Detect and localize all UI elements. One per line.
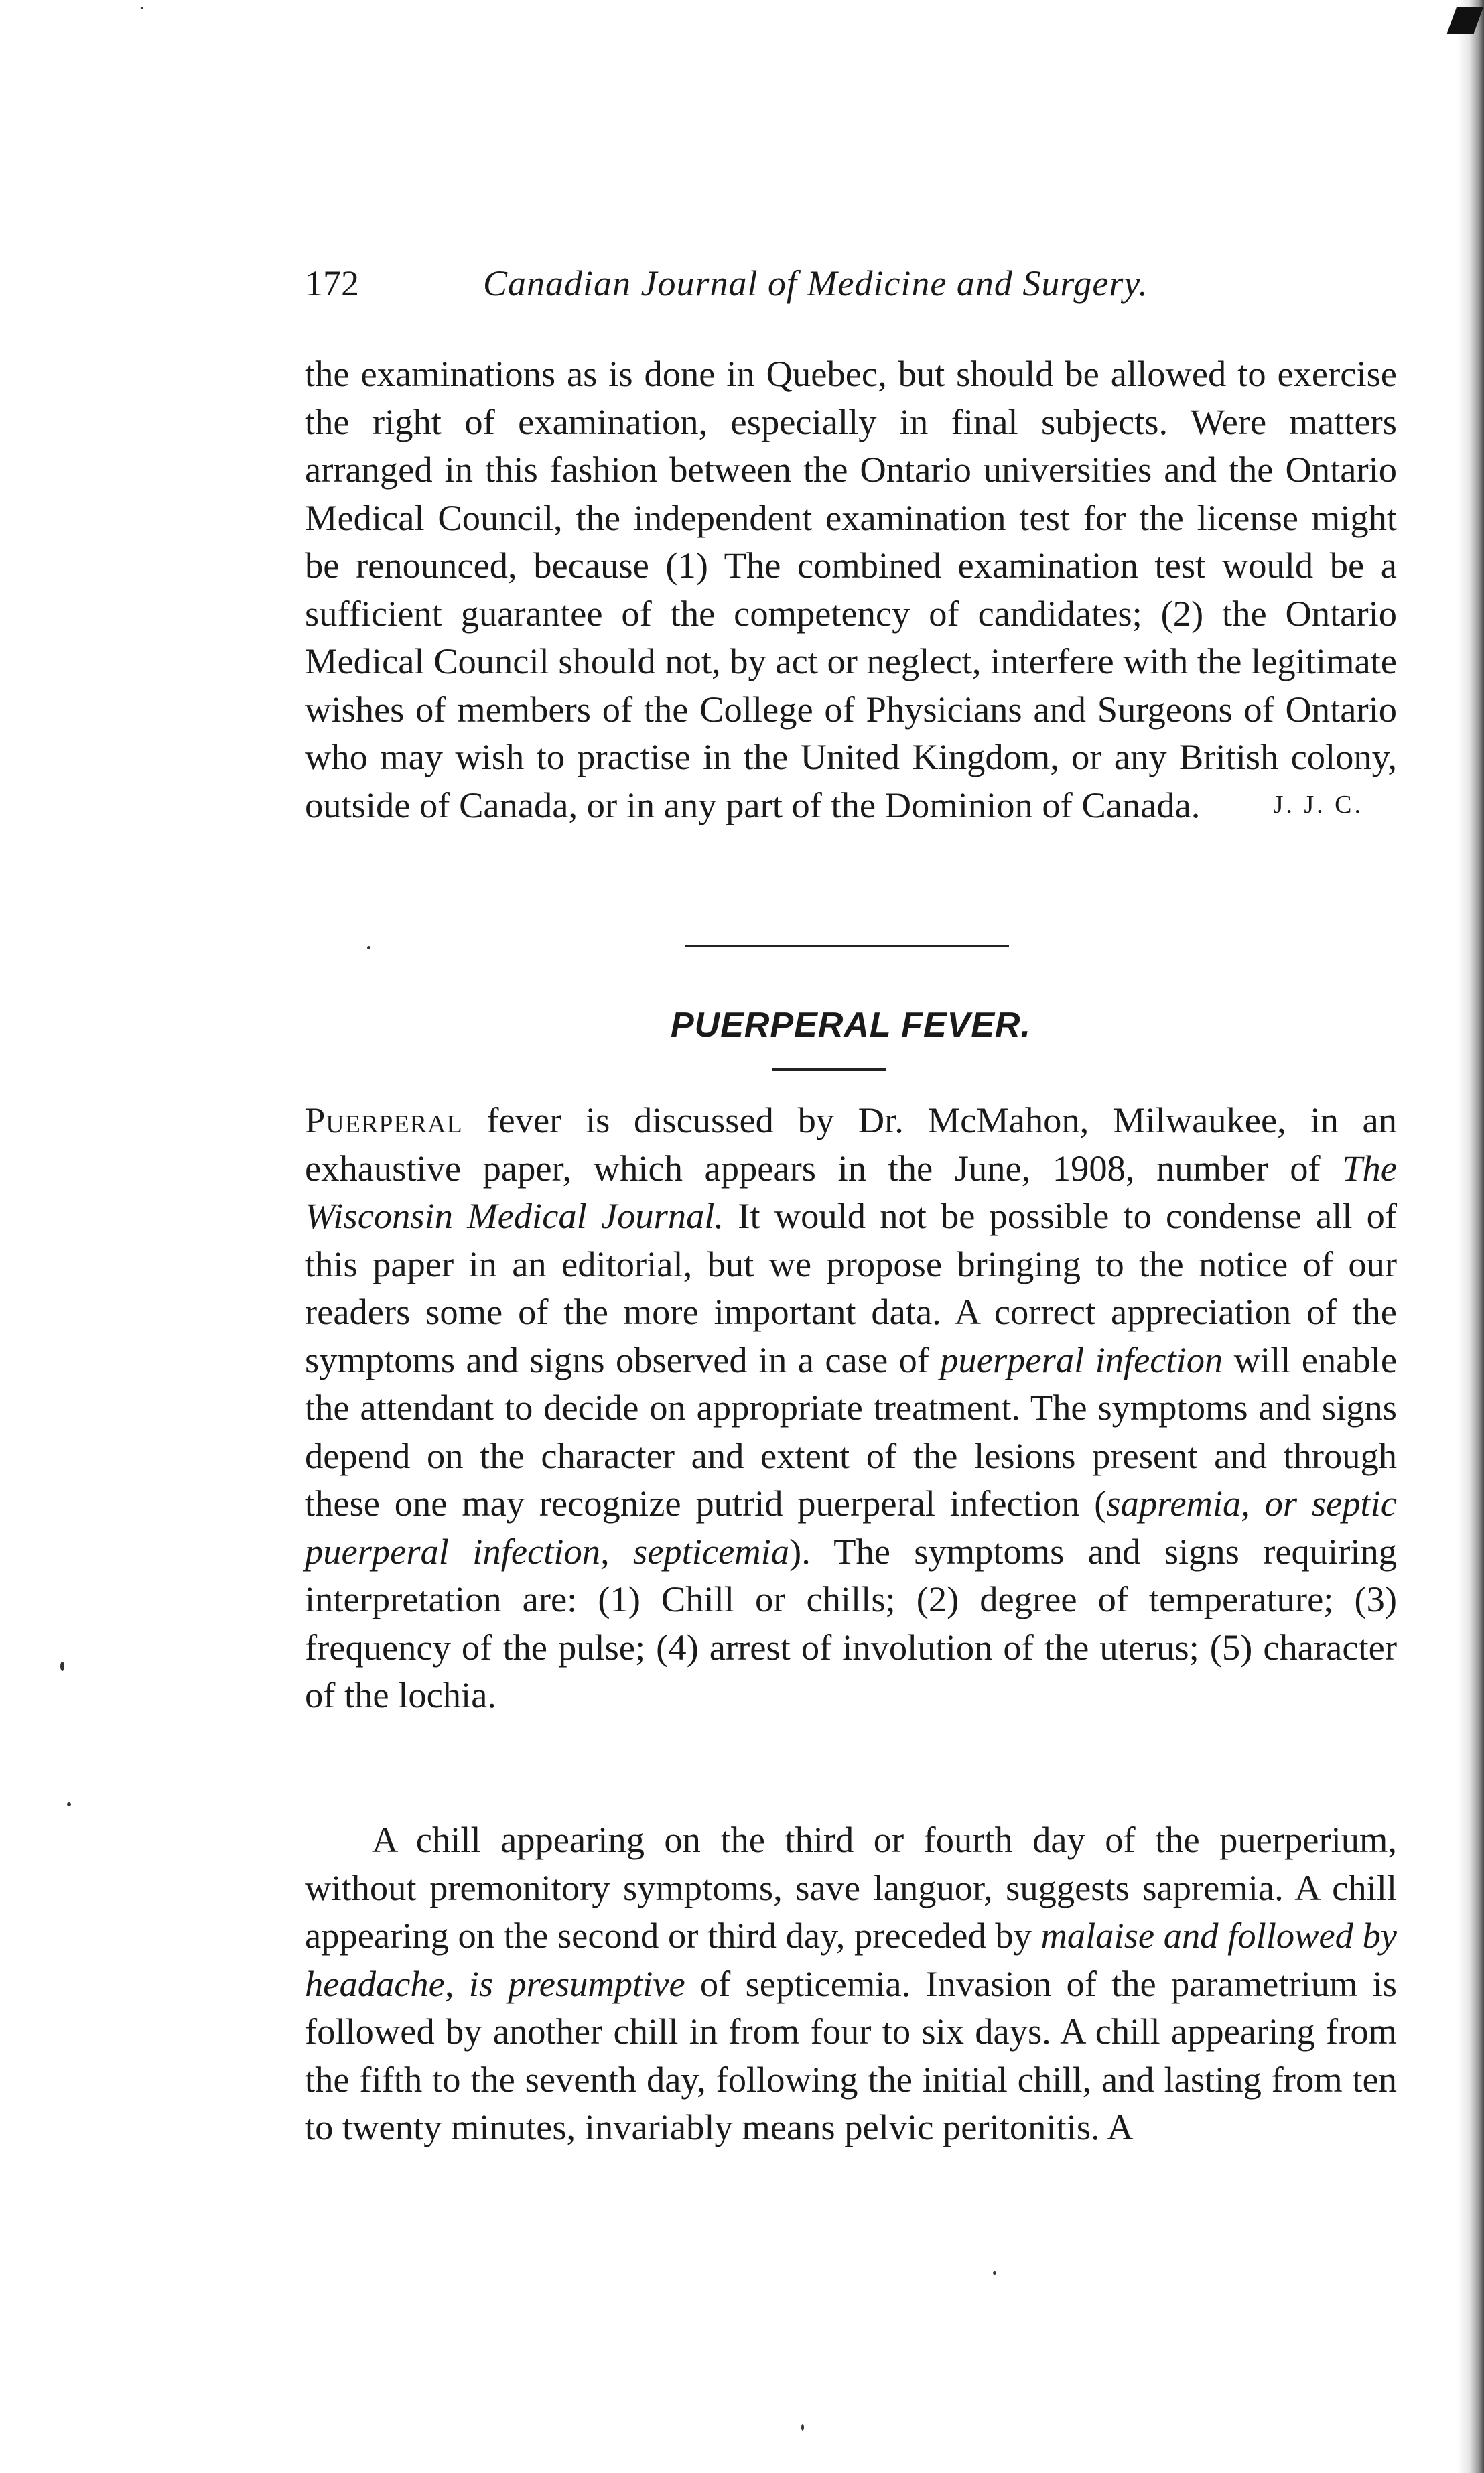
italic-term: puerperal infection — [940, 1339, 1223, 1380]
paragraph-text: fever is discussed by Dr. McMahon, Milwaukee, in an exhaustive paper, which appears in the June, 1908, number of — [305, 1099, 1397, 1189]
previous-article-conclusion — [305, 350, 1397, 829]
paragraph-text: A chill appearing on the third or fourth day of the puerperium, without premonitory symptoms, save languor, suggests sapremia. A chill appearing on the second or third day, preceded by — [305, 1819, 1397, 1956]
page-edge-shadow — [1457, 0, 1484, 2473]
paragraph-text: of septicemia. Invasion of the parametrium is followed by another chill in from four to six days. A chill appearing from the fifth to the seventh day, following the initial chill, and lasting from ten to twenty minutes, invariably means pelvic peritonitis. A — [305, 1962, 1397, 2147]
title-underline — [772, 1068, 886, 1071]
scan-speck — [801, 2424, 804, 2431]
previous-article-text: the examinations as is done in Quebec, but should be allowed to exercise the right of examination, especially in final subjects. Were matters arranged in this fashion between the Ontario universities and the Ontario Medical Council, the independent examination test for the license might be renounced, because (1) The combined examination test would be a sufficient guarantee of the competency of candidates; (2) the Ontario Medical Council should not, by act or neglect, interfere with the legitimate wishes of members of the College of Physicians and Surgeons of Ontario who may wish to practise in the United Kingdom, or any British colony, outside of Canada, or in any part of the Dominion of Canada. — [305, 353, 1397, 825]
author-signature: J. J. C. — [1273, 790, 1363, 819]
page-number: 172 — [305, 263, 359, 304]
previous-article-paragraph — [305, 350, 1397, 829]
scan-speck — [67, 1802, 71, 1806]
section-divider — [685, 945, 1009, 947]
italic-term: sapremia, or septic puerperal infection, septicemia — [305, 1483, 1397, 1572]
italic-term: malaise and followed by headache, is presumptive — [305, 1915, 1397, 2004]
article-paragraph-1 — [305, 1096, 1397, 1719]
paragraph-text: ). The symptoms and signs requiring interpretation are: (1) Chill or chills; (2) degree of temperature; (3) frequency of the pulse; (4) arrest of involution of the uterus; (5) character of the lochia. — [305, 1530, 1397, 1715]
scan-speck — [60, 1662, 64, 1671]
page-header — [305, 263, 1276, 323]
scan-speck — [367, 946, 370, 949]
running-title: Canadian Journal of Medicine and Surgery. — [483, 263, 1148, 304]
scan-speck — [141, 7, 143, 9]
paragraph-text: will enable the attendant to decide on appropriate treatment. The symptoms and signs depend on the character and extent of the lesions present and through these one may recognize putrid puerperal infection ( — [305, 1339, 1398, 1524]
journal-name: The Wisconsin Medical Journal. — [305, 1147, 1397, 1236]
paragraph-text: It would not be possible to condense all of this paper in an editorial, but we propose bringing to the notice of our readers some of the more important data. A correct appreciation of the symptoms and signs observed in a case of — [305, 1195, 1398, 1380]
article-title: PUERPERAL FEVER. — [670, 1006, 1032, 1045]
paragraph-lead-word: Puerperal — [305, 1099, 463, 1140]
scan-speck — [993, 2271, 996, 2275]
article-paragraph-2 — [305, 1816, 1397, 2151]
page-edge-mark — [1447, 7, 1484, 34]
